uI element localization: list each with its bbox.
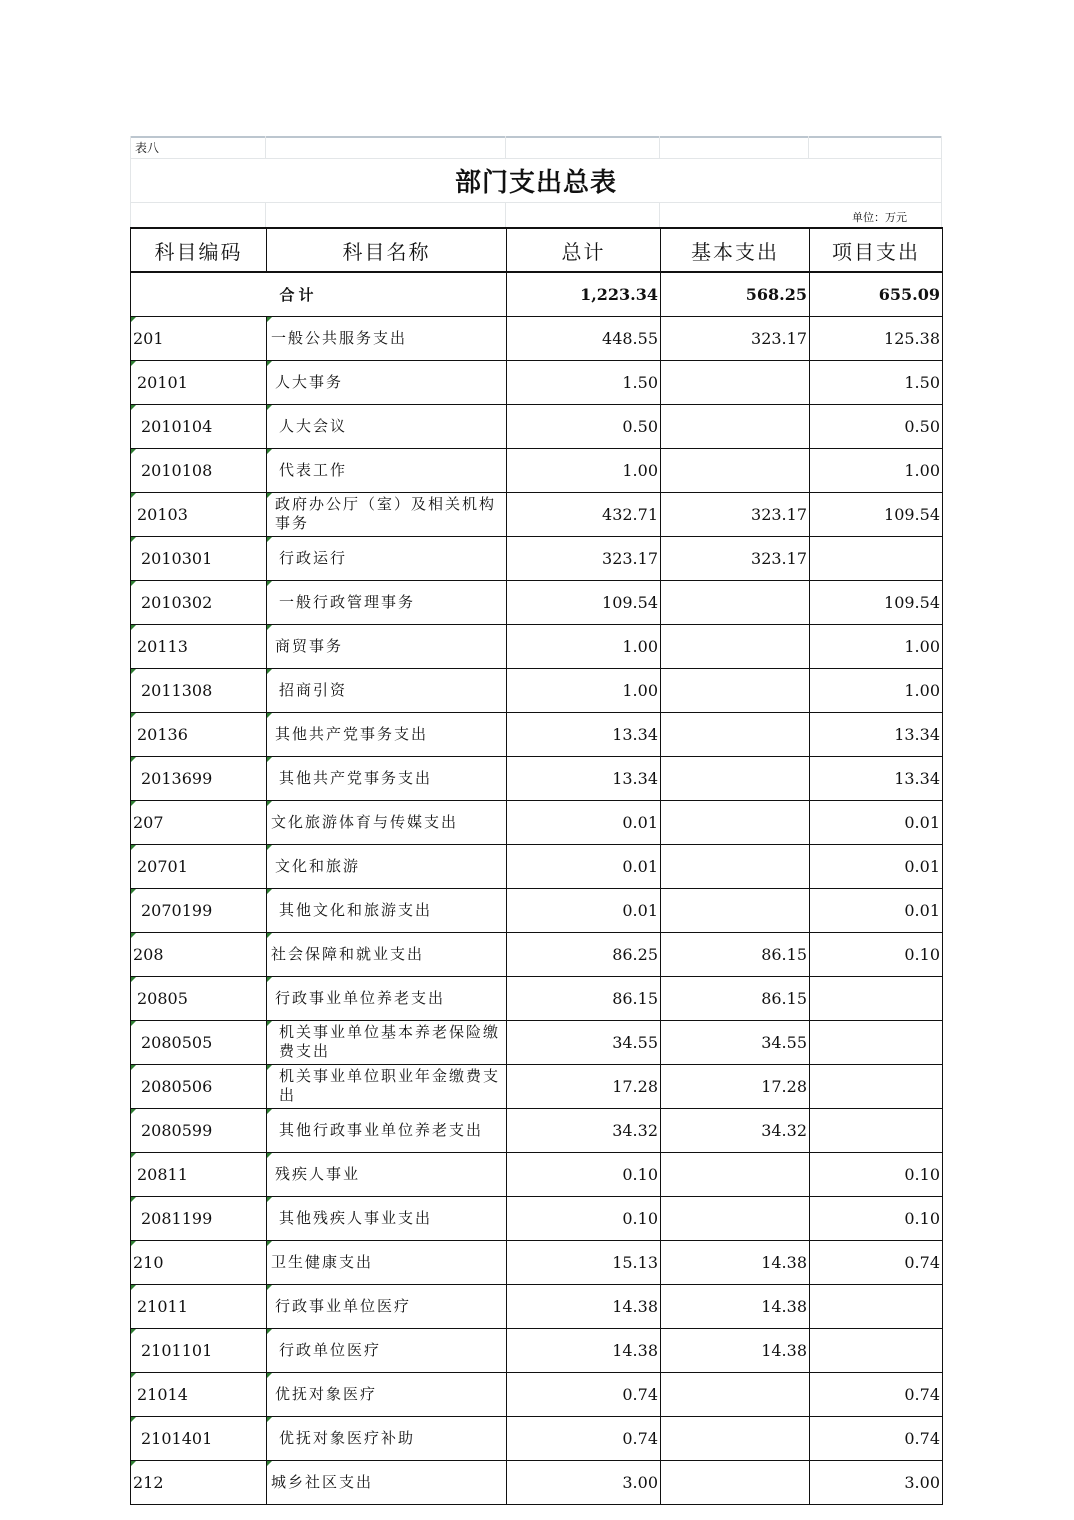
row-project [810, 536, 943, 580]
row-code: 2101401 [131, 1416, 267, 1460]
row-name: 招商引资 [267, 668, 507, 712]
row-basic: 323.17 [661, 492, 810, 536]
row-total: 1.00 [507, 668, 661, 712]
row-total: 448.55 [507, 316, 661, 360]
table-row [131, 844, 943, 888]
row-code: 210 [131, 1240, 267, 1284]
row-basic [661, 448, 810, 492]
row-name: 文化旅游体育与传媒支出 [267, 800, 507, 844]
table-row [131, 1328, 943, 1372]
table-row [131, 536, 943, 580]
row-code: 20101 [131, 360, 267, 404]
row-basic: 86.15 [661, 932, 810, 976]
row-code: 2070199 [131, 888, 267, 932]
row-project: 109.54 [810, 492, 943, 536]
total-label: 合计 [131, 272, 507, 316]
header-row [131, 228, 943, 272]
row-name: 机关事业单位基本养老保险缴费支出 [267, 1020, 507, 1064]
table-row [131, 492, 943, 536]
row-name: 行政单位医疗 [267, 1328, 507, 1372]
row-name: 一般行政管理事务 [267, 580, 507, 624]
row-code: 2010108 [131, 448, 267, 492]
row-basic [661, 844, 810, 888]
row-total: 1.50 [507, 360, 661, 404]
table-row [131, 932, 943, 976]
row-basic [661, 580, 810, 624]
row-name: 商贸事务 [267, 624, 507, 668]
row-basic [661, 1196, 810, 1240]
table-row [131, 712, 943, 756]
header-project: 项目支出 [810, 228, 943, 272]
table-label: 表八 [130, 136, 266, 159]
row-total: 17.28 [507, 1064, 661, 1108]
row-project: 13.34 [810, 712, 943, 756]
row-total: 0.50 [507, 404, 661, 448]
row-project: 0.01 [810, 888, 943, 932]
row-project [810, 1020, 943, 1064]
row-project: 3.00 [810, 1460, 943, 1504]
row-project [810, 1328, 943, 1372]
row-project: 1.50 [810, 360, 943, 404]
row-basic: 14.38 [661, 1328, 810, 1372]
row-total: 0.10 [507, 1152, 661, 1196]
row-code: 2081199 [131, 1196, 267, 1240]
row-total: 34.55 [507, 1020, 661, 1064]
row-code: 20701 [131, 844, 267, 888]
total-sum: 1,223.34 [507, 272, 661, 316]
row-basic [661, 756, 810, 800]
row-total: 15.13 [507, 1240, 661, 1284]
row-total: 1.00 [507, 624, 661, 668]
row-total: 0.01 [507, 844, 661, 888]
table-row [131, 668, 943, 712]
row-name: 其他残疾人事业支出 [267, 1196, 507, 1240]
row-code: 212 [131, 1460, 267, 1504]
row-basic [661, 800, 810, 844]
row-total: 432.71 [507, 492, 661, 536]
row-basic: 34.32 [661, 1108, 810, 1152]
row-basic: 14.38 [661, 1240, 810, 1284]
table-row [131, 624, 943, 668]
table-row [131, 1108, 943, 1152]
total-basic: 568.25 [661, 272, 810, 316]
unit-row [130, 203, 942, 227]
row-project: 0.01 [810, 800, 943, 844]
title-row [130, 159, 942, 203]
row-project: 0.01 [810, 844, 943, 888]
row-total: 0.10 [507, 1196, 661, 1240]
table-row [131, 404, 943, 448]
row-project: 0.74 [810, 1240, 943, 1284]
row-project: 0.74 [810, 1372, 943, 1416]
header-basic: 基本支出 [661, 228, 810, 272]
header-total: 总计 [507, 228, 661, 272]
row-project: 0.74 [810, 1416, 943, 1460]
table-row [131, 800, 943, 844]
row-code: 20113 [131, 624, 267, 668]
row-basic [661, 360, 810, 404]
row-code: 20811 [131, 1152, 267, 1196]
row-project: 0.10 [810, 932, 943, 976]
row-basic [661, 1416, 810, 1460]
row-name: 其他文化和旅游支出 [267, 888, 507, 932]
row-project: 1.00 [810, 448, 943, 492]
row-basic [661, 1460, 810, 1504]
row-name: 机关事业单位职业年金缴费支出 [267, 1064, 507, 1108]
expenditure-table [130, 227, 943, 1505]
row-total: 86.25 [507, 932, 661, 976]
row-basic: 323.17 [661, 536, 810, 580]
table-row [131, 1284, 943, 1328]
row-basic [661, 888, 810, 932]
table-row [131, 1372, 943, 1416]
table-row [131, 756, 943, 800]
row-name: 人大会议 [267, 404, 507, 448]
table-row [131, 316, 943, 360]
table-row [131, 448, 943, 492]
row-name: 其他共产党事务支出 [267, 712, 507, 756]
row-code: 2013699 [131, 756, 267, 800]
row-name: 文化和旅游 [267, 844, 507, 888]
row-total: 13.34 [507, 756, 661, 800]
row-basic: 14.38 [661, 1284, 810, 1328]
row-project: 0.10 [810, 1196, 943, 1240]
row-code: 20805 [131, 976, 267, 1020]
row-project: 1.00 [810, 624, 943, 668]
table-row [131, 1460, 943, 1504]
row-basic: 323.17 [661, 316, 810, 360]
table-row [131, 1152, 943, 1196]
table-row [131, 1240, 943, 1284]
table-row [131, 580, 943, 624]
total-project: 655.09 [810, 272, 943, 316]
row-name: 残疾人事业 [267, 1152, 507, 1196]
row-code: 2080505 [131, 1020, 267, 1064]
row-project: 125.38 [810, 316, 943, 360]
row-name: 城乡社区支出 [267, 1460, 507, 1504]
row-basic [661, 712, 810, 756]
table-row [131, 1064, 943, 1108]
row-code: 208 [131, 932, 267, 976]
row-basic [661, 1372, 810, 1416]
row-code: 2010302 [131, 580, 267, 624]
row-code: 2010301 [131, 536, 267, 580]
header-code: 科目编码 [131, 228, 267, 272]
row-total: 0.01 [507, 800, 661, 844]
row-total: 0.74 [507, 1372, 661, 1416]
row-code: 2011308 [131, 668, 267, 712]
row-project: 0.10 [810, 1152, 943, 1196]
row-total: 86.15 [507, 976, 661, 1020]
row-code: 21011 [131, 1284, 267, 1328]
table-row [131, 1196, 943, 1240]
row-name: 社会保障和就业支出 [267, 932, 507, 976]
row-name: 行政事业单位养老支出 [267, 976, 507, 1020]
row-total: 14.38 [507, 1284, 661, 1328]
row-total: 34.32 [507, 1108, 661, 1152]
header-name: 科目名称 [267, 228, 507, 272]
row-project [810, 1284, 943, 1328]
row-basic: 17.28 [661, 1064, 810, 1108]
table-row [131, 888, 943, 932]
row-name: 卫生健康支出 [267, 1240, 507, 1284]
row-name: 政府办公厅（室）及相关机构事务 [267, 492, 507, 536]
row-code: 2010104 [131, 404, 267, 448]
table-row [131, 1416, 943, 1460]
row-name: 代表工作 [267, 448, 507, 492]
row-name: 行政事业单位医疗 [267, 1284, 507, 1328]
row-code: 20136 [131, 712, 267, 756]
row-total: 109.54 [507, 580, 661, 624]
table-row [131, 1020, 943, 1064]
row-basic [661, 668, 810, 712]
row-project [810, 976, 943, 1020]
row-basic [661, 1152, 810, 1196]
row-code: 2080506 [131, 1064, 267, 1108]
row-total: 1.00 [507, 448, 661, 492]
row-total: 3.00 [507, 1460, 661, 1504]
row-total: 13.34 [507, 712, 661, 756]
row-project [810, 1064, 943, 1108]
row-code: 2101101 [131, 1328, 267, 1372]
row-code: 207 [131, 800, 267, 844]
row-name: 行政运行 [267, 536, 507, 580]
row-name: 一般公共服务支出 [267, 316, 507, 360]
row-name: 优抚对象医疗补助 [267, 1416, 507, 1460]
row-project: 109.54 [810, 580, 943, 624]
page-title: 部门支出总表 [454, 168, 617, 198]
row-name: 其他行政事业单位养老支出 [267, 1108, 507, 1152]
row-total: 0.74 [507, 1416, 661, 1460]
row-basic: 86.15 [661, 976, 810, 1020]
row-project: 13.34 [810, 756, 943, 800]
row-project [810, 1108, 943, 1152]
row-basic: 34.55 [661, 1020, 810, 1064]
row-basic [661, 404, 810, 448]
table-row [131, 976, 943, 1020]
total-row [131, 272, 943, 316]
row-name: 优抚对象医疗 [267, 1372, 507, 1416]
row-total: 14.38 [507, 1328, 661, 1372]
row-code: 201 [131, 316, 267, 360]
spreadsheet-sheet [130, 136, 942, 1505]
label-row [130, 136, 942, 159]
row-total: 323.17 [507, 536, 661, 580]
row-project: 0.50 [810, 404, 943, 448]
row-total: 0.01 [507, 888, 661, 932]
row-project: 1.00 [810, 668, 943, 712]
row-code: 20103 [131, 492, 267, 536]
table-row [131, 360, 943, 404]
row-code: 21014 [131, 1372, 267, 1416]
row-name: 人大事务 [267, 360, 507, 404]
row-code: 2080599 [131, 1108, 267, 1152]
row-name: 其他共产党事务支出 [267, 756, 507, 800]
unit-label: 单位：万元 [660, 203, 942, 227]
row-basic [661, 624, 810, 668]
